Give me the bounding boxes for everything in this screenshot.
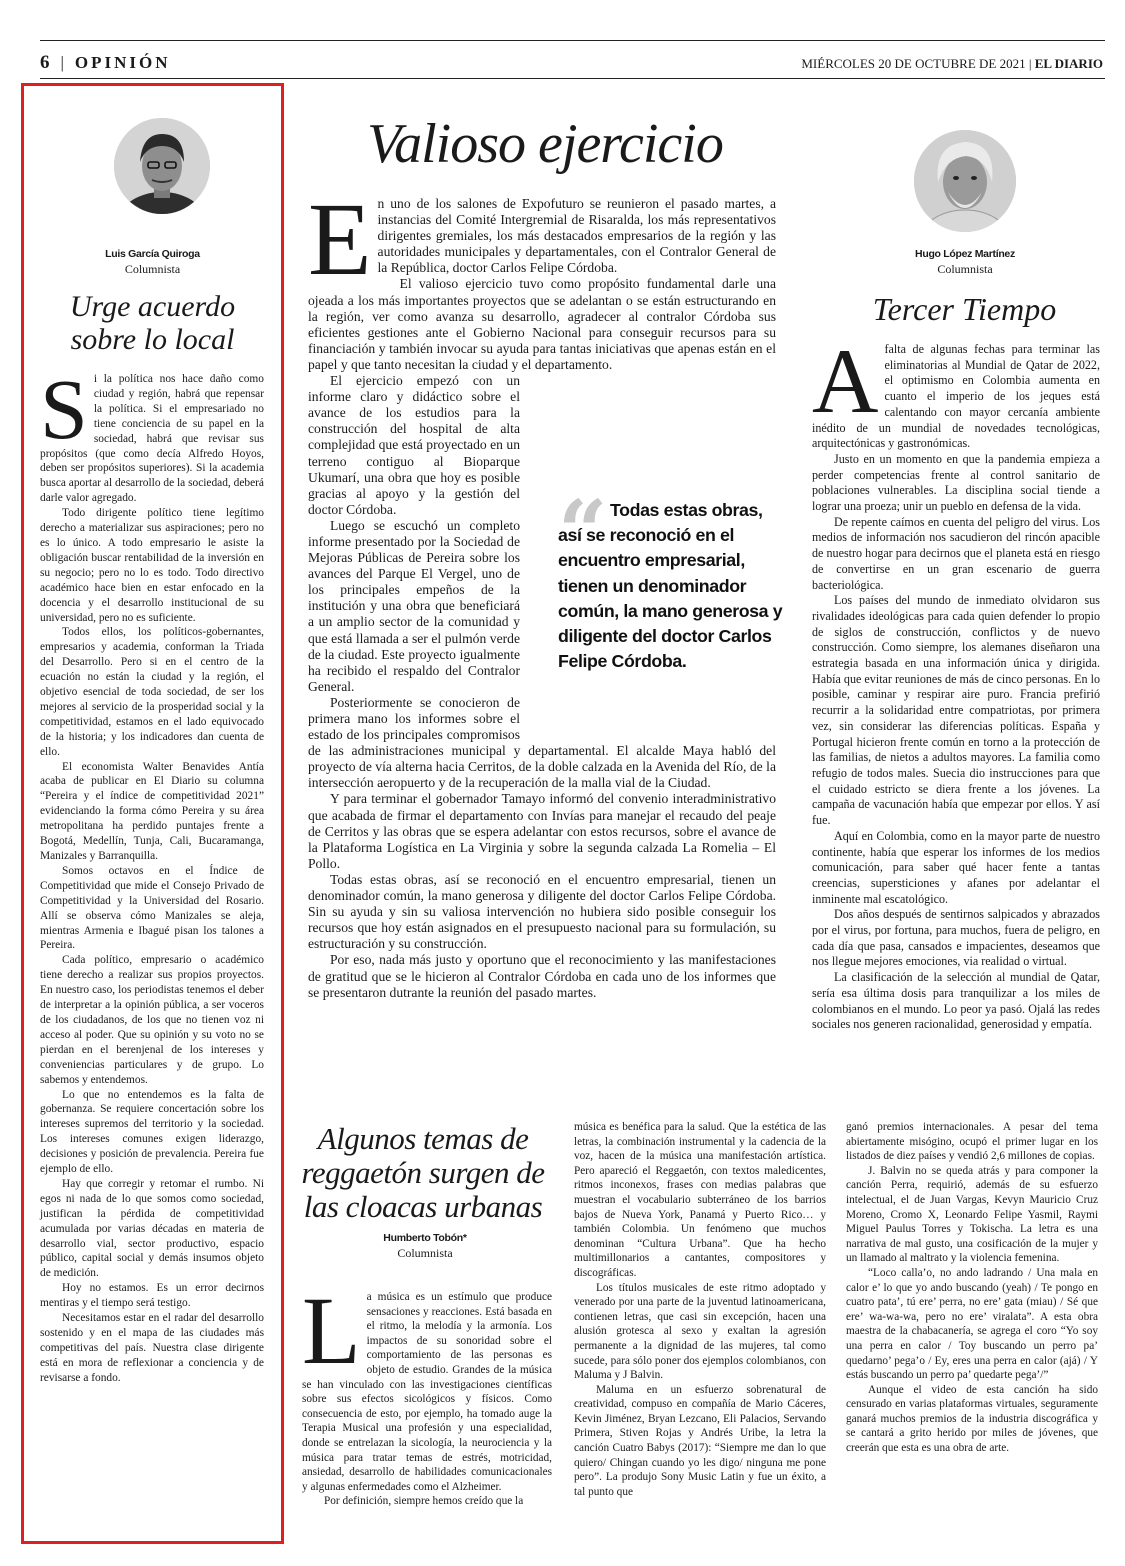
paragraph: Todo dirigente político tiene legítimo derecho a materializar sus aspiraciones; pero no es lo único. A todo empresario le asiste la obligación buscar rentabilidad de la inversión en su negocio; pero no lo es todo. Todo directivo académico hace bien en estar enfocado en la docencia y el desarrollo institucional de su universidad, pero no es suficiente. (40, 507, 264, 624)
paragraph: Somos octavos en el Índice de Competitividad que mide el Consejo Privado de Competitividad y la Universidad del Rosario. Allí se observa cómo Manizales se aleja, mientras Armenia e Ibagué pisan los talones a Pereira. (40, 864, 264, 952)
drop-cap: A (812, 330, 879, 432)
author-name: Hugo López Martínez (915, 248, 1015, 260)
paragraph: El valioso ejercicio tuvo como propósito fundamental darle una ojeada a los más importantes proyectos que se adelantan o se están estructurando en la región, ver como avanza su desarrollo, agradecer al contralor Córdoba sus eficientes gestiones ante el Gobierno Nacional para conseguir recursos para su financiación y también invocar su ayuda para tantas iniciativas que apenas están en el papel y que tanto necesitan la ciudad y el departamento. (308, 276, 776, 372)
paragraph: La clasificación de la selección al mundial de Qatar, sería esa última dosis para tranquilizar a los miles de colombianos en el mundo. Lo peor ya pasó. Ojalá las redes sociales nos generen racionalidad, generosidad y empatía. (812, 970, 1100, 1032)
top-rule (40, 40, 1105, 41)
column-title: Tercer Tiempo (872, 291, 1057, 327)
paragraph: Por eso, nada más justo y oportuno que el reconocimiento y las manifestaciones de gratitud que se le hicieron al Contralor Córdoba en cada uno de los informes que se presentaron dutrante la reunión del pasado martes. (308, 952, 776, 1000)
paragraph: Todos ellos, los políticos-gobernantes, empresarios y academia, conforman la Triada del Desarrollo. Pero si en el centro de la ecuación no están la ciudad y la región, el objetivo esencial de toda sociedad, de ser los mejores al servicio de la prosperidad social y la competitividad, estamos en el lado equivocado de la historia; y los indicadores dan cuenta de ello. (40, 626, 264, 758)
title-line-2: reggaetón surgen de (301, 1155, 545, 1190)
reggaeton-article-title (298, 1122, 548, 1224)
section-name: OPINIÓN (74, 53, 171, 72)
paragraph: ganó premios internacionales. A pesar del tema abiertamente misógino, ocupó el primer lugar en los listados de diez países y vendió 2,6 millones de copias. (846, 1121, 1098, 1163)
drop-cap: S (40, 361, 88, 457)
author-name: Humberto Tobón* (383, 1232, 467, 1244)
author-role: Columnista (124, 262, 181, 276)
paragraph: Todas estas obras, así se reconoció en el encuentro empresarial, tienen un denominador común, la mano generosa y diligente del doctor Carlos Felipe Córdoba. Sin su ayuda y sin su valiosa intervención no hubiera sido posible conseguir los recursos que hoy están asignados en el presupuesto nacional para su formulación, su estructuración y su construcción. (308, 871, 776, 952)
page-number: 6 (40, 52, 53, 73)
paragraph: Por definición, siempre hemos creído que la (324, 1495, 524, 1508)
paragraph: Justo en un momento en que la pandemia empieza a perder competencias frente al control sanitario de poblaciones vulnerables. La disciplina social tiende a lograr una proeza; unir un pueblo en defensa de la vida. (812, 451, 1100, 514)
paragraph: Dos años después de sentirnos salpicados y abrazados por el virus, por fortuna, para muchos, fuera de peligro, en cada día que pasa, cansados e impacientes, deseamos que nos llegue mejores emociones, via realidad o virtual. (812, 907, 1100, 969)
paragraph: música es benéfica para la salud. Que la estética de las letras, la combinación instrumental y la cadencia de la voz, hacen de la música una manifestación artística. Pero apareció el Reggaetón, con textos maledicentes, ritmos inconexos, frases con medias palabras que muestran el vocabulario subterráneo de los barrios bajos de Nueva York, Panamá y Puerto Rico… y también Colombia. Un fenómeno que muchos denominan “Cultura Urbana”. Que ha hecho multimillonarios a cantantes, compositores y discográficas. (574, 1121, 826, 1279)
paragraph: Cada político, empresario o académico tiene derecho a realizar sus propios proyectos. En nuestro caso, los periodistas tenemos el deber de interpretar a la opinión pública, a ser voceros de los ciudadanos, de los que no tienen voz ni acceso al poder. Que su opinión y su voto no se pierdan en el berenjenal de los intereses y conveniencias particulares y de grupo. Lo sabemos y entendemos. (40, 954, 264, 1086)
pull-quote (558, 482, 788, 674)
author-photo-garcia (114, 118, 210, 214)
dateline: MIÉRCOLES 20 DE OCTUBRE DE 2021 | EL DIARIO (801, 56, 1103, 71)
paragraph: i la política nos hace daño como ciudad y región, habrá que repensar la política. Si el empresariado no tiene conciencia de su papel en la sociedad, habrá que revisar sus propósitos (que como decía Alfredo Hoyos, deben ser propósitos superiores). Si la academia busca aportar al desarrollo de la sociedad, deberá darle valor agregado. (40, 373, 264, 505)
paragraph-text: El ejercicio empezó con un informe claro y didáctico sobre el avance de los estudios para la construcción del hospital de alta complejidad que está proyectado en un terreno contiguo al Bioparque Ukumarí, una obra que hoy es posible gracias al apoyo y la gestión del doctor Córdoba. (308, 373, 520, 517)
issue-date: MIÉRCOLES 20 DE OCTUBRE DE 2021 (801, 56, 1026, 71)
column-title (40, 290, 265, 356)
main-article-title: Valioso ejercicio (367, 113, 723, 175)
left-column-body (40, 361, 264, 1386)
paragraph: “Loco calla’o, no ando ladrando / Una mala en calor e’ lo que yo ando buscando (yeah) / Te pongo en cuatro pata’, tú ere’ perra, no ere’ gata (miau) / Sé que ere’ wa-wa-wa, pero no ere’ viralata”. A esta obra maestra de la chabacanería, se agrega el coro “Yo soy una perra en calor / Toy buscando un perro pa’ quedarno’ pega’o / Ey, eres una perra en calor (ajá) / Y estás buscando un perro pa’ quedarte pega’/” (846, 1266, 1098, 1382)
paragraph: Maluma en un esfuerzo sobrenatural de creatividad, compuso en compañía de Mario Cáceres, Kevin Jiménez, Bryan Lezcano, Eli Palacios, Servando Primera, Stiven Rojas y Andrés Uribe, la letra la canción Cuatro Babys (2017): “Siempre me dan lo que quiero/ Chingan cuando yo les digo/ ninguna me pone pero”. La produjo Sony Music Latin y fue un éxito, a tal punto que (574, 1383, 826, 1498)
paragraph: Luego se escuchó un completo informe presentado por la Sociedad de Mejoras Públicas de Pereira sobre los avances del Parque El Vergel, uno de los principales empeños de la institución y una obra que beneficiará a un amplio sector de la comunidad y que está llamada a ser el pulmón verde de la ciudad. Este proyecto igualmente ha recibido el respaldo del Contralor General. (308, 517, 520, 694)
header-rule (40, 78, 1105, 79)
paragraph: El economista Walter Benavides Antía acaba de publicar en El Diario su columna “Pereira y el índice de competitividad 2021” evidenciando la forma cómo Pereira y su área metropolitana ha perdido puntajes frente a Bogotá, Medellín, Tunja, Cali, Bucaramanga, Manizales y Barranquilla. (40, 760, 264, 862)
reggaeton-col-2 (574, 1120, 826, 1499)
paragraph: Posteriormente se conocieron de primera mano los informes sobre el estado de los principales compromisos de las administraciones municipal y departamental. El alcalde Maya habló del proyecto de vía alterna hacia Cerritos, de la doble calzada en la Avenida del Río, de la intersección aeropuerto y de la recuperación de la malla vial de la Ciudad. (308, 694, 776, 791)
header-separator: | (60, 53, 67, 72)
reggaeton-col-1 (302, 1277, 552, 1509)
reggaeton-col-3 (846, 1120, 1098, 1456)
paragraph: Aunque el video de esta canción ha sido censurado en varias plataformas virtuales, seguramente ganará muchos premios de la industria discográfica y se cantará a grito herido por miles de jóvenes, que creerán que esta es una obra de arte. (846, 1383, 1098, 1455)
title-line-3: las cloacas urbanas (303, 1189, 543, 1224)
paragraph: Necesitamos estar en el radar del desarrollo sostenido y en el mapa de las ciudades más competitivas del país. Nuestra clase dirigente está en mora de reflexionar a conciencia y de revisarse a fondo. (40, 1312, 264, 1384)
paragraph: Hay que corregir y retomar el rumbo. Ni egos ni nada de lo que somos como sociedad, justifican la pérdida de competitividad acumulada por varias décadas en materia de desarrollo vial, sector productivo, espacio público, capital social y demás insumos objeto de medición. (40, 1177, 264, 1280)
newspaper-name: EL DIARIO (1034, 56, 1103, 71)
column-title-line-2: sobre lo local (70, 323, 235, 356)
column-title-line-1: Urge acuerdo (69, 290, 236, 323)
paragraph: a música es un estímulo que produce sensaciones y reacciones. Está basada en el ritmo, la melodía y la armonía. Los impactos de su sonoridad sobre el comportamiento de las personas es objeto de estudio. Grandes de la música se han vinculado con las investigaciones científicas sobre sus efectos sicológicos y físicos. Como consecuencia de esto, por ejemplo, ha tomado auge la Terapia Musical una profesión y una especialidad, donde se entrelazan la sicología, la neurociencia y la música para tratar temas de estrés, motricidad, ansiedad, desarrollo de habilidades comunicacionales y algunas enfermedades como el Alzheimer. (302, 1291, 552, 1493)
paragraph: Hoy no estamos. Es un error decirnos mentiras y el tiempo será testigo. (40, 1282, 264, 1310)
paragraph: Los países del mundo de inmediato olvidaron sus rivalidades ideológicas para cada quien defender lo propio de siglos de construcción, conflictos y de nuevo construcción. Como siempre, los alemanes diseñaron una estrategia basada en una información única y dirigida. Había que evitar reuniones de más de cinco personas. En lo posible, caminar y respirar aire puro. Francia prefirió recurrir a la solidaridad entre compatriotas, por primera vez, sin considerar las diferencias políticas. España y Portugal hicieron frente común en torno a la protección de las familias, de nietos a adultos mayores. La familia como refugio de todos males. Suecia dio instrucciones para que el cuidado estricto se diera frente a los jóvenes. La campaña de vacunación había que empezar por ellos. Y así fue. (812, 593, 1100, 828)
paragraph: n uno de los salones de Expofuturo se reunieron el pasado martes, a instancias del Comité Intergremial de Risaralda, los más representativos dirigentes gremiales, los más destacados empresarios de la región y las autoridades municipales y departamentales, con el Contralor General de la República, doctor Carlos Felipe Córdoba. (377, 196, 776, 276)
author-role: Columnista (397, 1246, 453, 1260)
author-name: Luis García Quiroga (105, 248, 200, 260)
pull-quote-text: Todas estas obras, así se reconoció en el encuentro empresarial, tienen un denominador común, la mano generosa y diligente del doctor Carlos Felipe Córdoba. (558, 500, 783, 672)
quote-mark-icon: “ (558, 482, 608, 583)
paragraph: Aquí en Colombia, como en la mayor parte de nuestro continente, había que esperar los informes de los medios comunicación, para saber qué hacer fente a tantas creencias, supersticiones y afanes por adelantar el inminente mal escatológico. (812, 828, 1100, 906)
paragraph: falta de algunas fechas para terminar las eliminatorias al Mundial de Qatar de 2022, el optimismo en Colombia aumenta en cuanto el imperio de los jeques está calentando con mayor cercanía ambiente inédito de un mundial de novedades tecnológicas, arquitectónicas y gastronómicas. (812, 342, 1100, 451)
paragraph: Lo que no entendemos es la falta de gobernanza. Se requiere concertación sobre los intereses supremos del territorio y la sociedad. Los intereses comunes exigen liderazgo, decisiones y posición de prevalencia. Pereira fue ejemplo de ello. (40, 1088, 264, 1176)
right-column-body (812, 330, 1100, 1033)
drop-cap: L (302, 1277, 361, 1384)
drop-cap: E (308, 182, 372, 297)
paragraph: Los títulos musicales de este ritmo adoptado y venerado por una parte de la juventud latinoamericana, contienen letras, que casi sin excepción, hacen una alusión grotesca al sexo y exaltan la agresión permanente a la dignidad de las mujeres, tal como sucede, para sólo poner dos ejemplos colombianos, con Maluma y J Balvin. (574, 1281, 826, 1382)
author-photo-lopez (914, 130, 1016, 232)
paragraph (308, 373, 776, 518)
paragraph: J. Balvin no se queda atrás y para componer la canción Perra, requirió, además de su esfuerzo intelectual, el de Juan Vargas, Kevyn Mauricio Cruz Moreno, Cromo X, Leonardo Felipe Yasmil, Raymi Miguel Paulus Torres y Tokischa. La letra es una narrativa de mal gusto, una cosificación de la mujer y un llamado al maltrato y la violencia femenina. (846, 1164, 1098, 1265)
title-line-1: Algunos temas de (317, 1121, 529, 1156)
paragraph: Y para terminar el gobernador Tamayo informó del convenio interadministrativo que acabada de firmar el departamento con Invías para manejar el recaudo del peaje de Cerritos y las obras que se espera adelantar con estos recursos, sobre el avance de la Plataforma Logística en La Virginia y sobre la segunda calzada La Romelia – El Pollo. (308, 791, 776, 871)
paragraph: De repente caímos en cuenta del peligro del virus. Los medios de información nos sacudieron del rincón apacible de nuestro hogar para decirnos que el planeta está en riesgo de convertirse en un gran escenario de guerra bacteriológica. (812, 514, 1100, 592)
author-role: Columnista (937, 262, 993, 276)
section-header (40, 52, 171, 74)
